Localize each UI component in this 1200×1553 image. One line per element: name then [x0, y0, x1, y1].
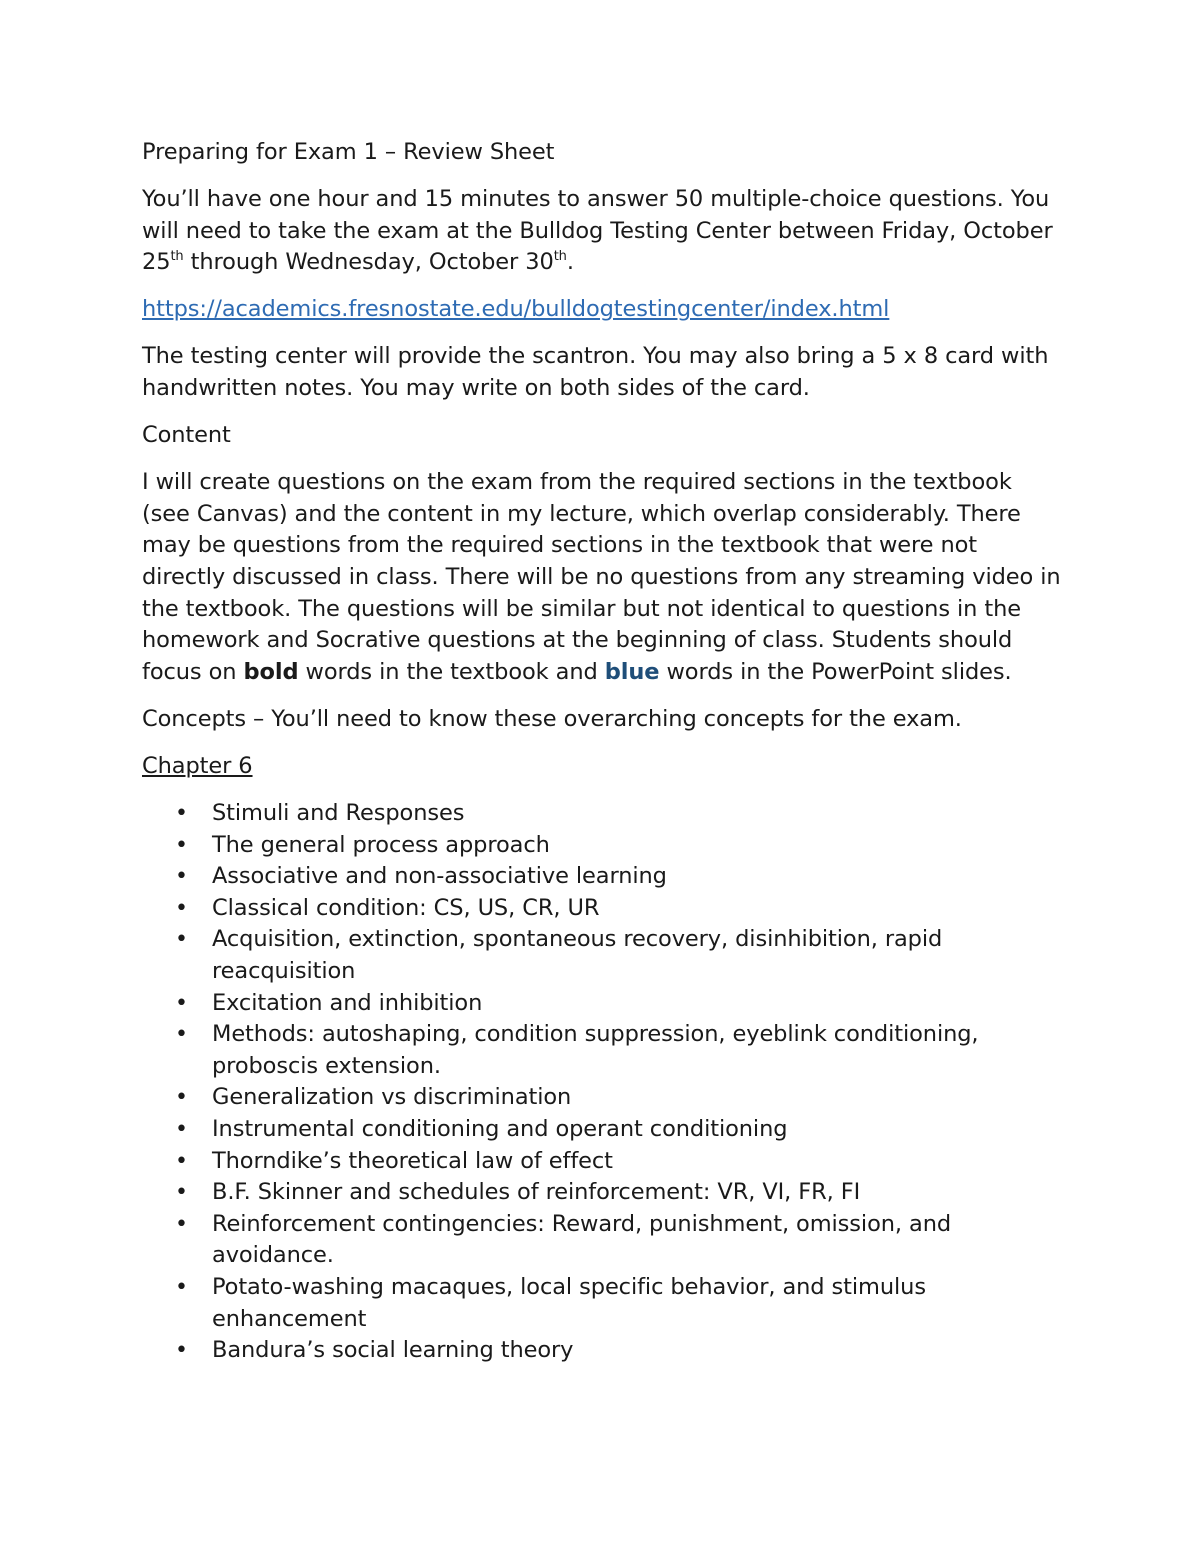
ordinal-suffix: th: [553, 248, 567, 264]
blue-word: blue: [604, 658, 660, 685]
concept-text: Reinforcement contingencies: Reward, punishment, omission, and avoidance.: [212, 1210, 952, 1269]
list-item: [142, 1146, 1062, 1178]
concept-text: Potato-washing macaques, local specific behavior, and stimulus enhancement: [212, 1274, 926, 1332]
list-item: [142, 830, 1062, 862]
concepts-list: [142, 798, 1062, 1367]
content-text-middle: words in the textbook and: [298, 658, 605, 685]
list-item: [142, 893, 1062, 925]
list-item: [142, 1335, 1062, 1367]
bullet-icon: •: [175, 1275, 188, 1300]
concept-text: Generalization vs discrimination: [212, 1084, 572, 1111]
intro-text-middle: through Wednesday, October 30: [183, 249, 554, 276]
concept-text: Methods: autoshaping, condition suppression, eyeblink conditioning, proboscis extension.: [212, 1021, 979, 1079]
bullet-icon: •: [175, 864, 188, 890]
list-item: [142, 1114, 1062, 1146]
bullet-icon: •: [175, 1148, 188, 1174]
list-item: [142, 1019, 1062, 1082]
bullet-icon: •: [175, 1211, 188, 1237]
concept-text: Acquisition, extinction, spontaneous recovery, disinhibition, rapid reacquisition: [212, 926, 943, 985]
scantron-note: The testing center will provide the scantron. You may also bring a 5 x 8 card with handwritten notes. You may write on both sides of the card.: [142, 343, 1049, 402]
list-item: [142, 1209, 1062, 1272]
intro-text-end: .: [566, 249, 574, 276]
concept-text: Associative and non-associative learning: [212, 863, 667, 890]
list-item: [142, 1177, 1062, 1209]
bullet-icon: •: [175, 1022, 188, 1048]
bullet-icon: •: [175, 1085, 188, 1111]
bullet-icon: •: [175, 1117, 188, 1143]
document-page: [142, 137, 1062, 1367]
document-title: Preparing for Exam 1 – Review Sheet: [142, 139, 555, 165]
content-text-end: words in the PowerPoint slides.: [659, 658, 1012, 685]
bullet-icon: •: [175, 895, 188, 921]
testing-center-link[interactable]: https://academics.fresnostate.edu/bulldogtestingcenter/index.html: [142, 296, 890, 323]
list-item: [142, 798, 1062, 830]
concept-text: Thorndike’s theoretical law of effect: [212, 1147, 613, 1174]
concepts-heading: Concepts – You’ll need to know these overarching concepts for the exam.: [142, 705, 962, 732]
list-item: [142, 1272, 1062, 1335]
concept-text: The general process approach: [212, 831, 550, 858]
concept-text: Excitation and inhibition: [212, 989, 483, 1016]
content-text: I will create questions on the exam from the required sections in the textbook (see Canvas) and the content in my lecture, which overlap considerably. There may be questions from the required sections in the textbook that were not directly discussed in class. There will be no questions from any streaming video in the textbook. The questions will be similar but not identical to questions in the homework and Socrative questions at the beginning of class. Students should focus on: [142, 469, 1061, 685]
chapter-heading: Chapter 6: [142, 753, 253, 779]
bullet-icon: •: [175, 801, 188, 827]
bullet-icon: •: [175, 927, 188, 953]
testing-center-link-paragraph: [142, 294, 1062, 326]
bold-word: bold: [243, 658, 299, 685]
concept-text: Classical condition: CS, US, CR, UR: [212, 894, 600, 921]
concept-text: Stimuli and Responses: [212, 800, 465, 827]
exam-intro-paragraph: [142, 184, 1062, 279]
content-paragraph: [142, 467, 1062, 688]
concept-text: B.F. Skinner and schedules of reinforcement: VR, VI, FR, FI: [212, 1179, 861, 1206]
bullet-icon: •: [175, 990, 188, 1016]
content-heading: Content: [142, 422, 231, 449]
list-item: [142, 861, 1062, 893]
list-item: [142, 924, 1062, 987]
bullet-icon: •: [175, 1180, 188, 1206]
concept-text: Bandura’s social learning theory: [212, 1337, 574, 1364]
ordinal-suffix: th: [170, 248, 184, 264]
bullet-icon: •: [175, 832, 188, 858]
bullet-icon: •: [175, 1338, 188, 1364]
concept-text: Instrumental conditioning and operant conditioning: [212, 1116, 788, 1143]
intro-text: You’ll have one hour and 15 minutes to answer 50 multiple-choice questions. You will need to take the exam at the Bulldog Testing Center between Friday, October 25: [142, 186, 1053, 276]
list-item: [142, 1082, 1062, 1114]
list-item: [142, 988, 1062, 1020]
